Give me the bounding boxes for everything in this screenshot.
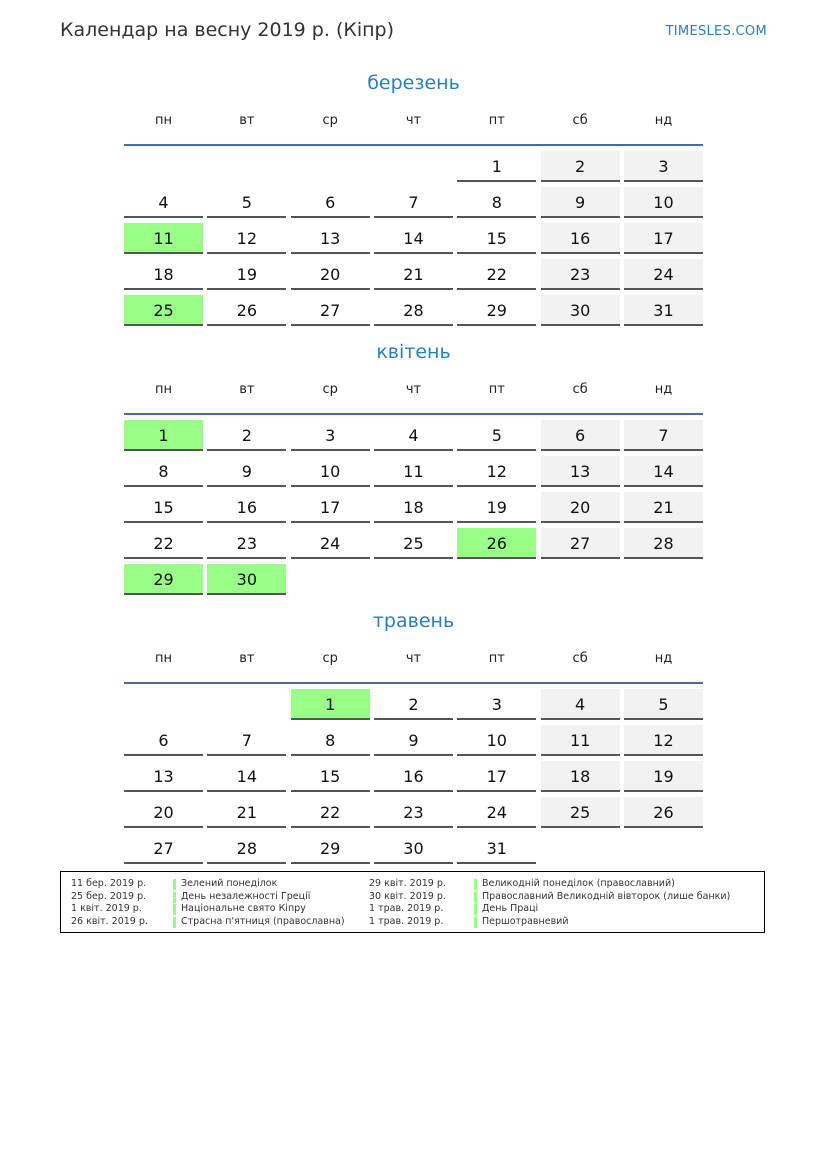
weekday-label: пн xyxy=(155,382,172,397)
weekday-label: сб xyxy=(572,113,588,128)
weekday-label: пн xyxy=(155,113,172,128)
weekend-day-cell: 23 xyxy=(541,259,620,290)
weekday-label: вт xyxy=(239,113,255,128)
weekend-day-cell: 6 xyxy=(541,420,620,451)
month-calendar xyxy=(124,337,703,595)
day-cell: 22 xyxy=(457,259,536,290)
weekend-day-cell: 20 xyxy=(541,492,620,523)
legend-color-swatch xyxy=(474,892,477,903)
day-cell: 27 xyxy=(124,833,203,864)
page-title: Календар на весну 2019 р. (Кіпр) xyxy=(60,19,395,41)
empty-cell xyxy=(291,151,370,180)
holiday-day-cell: 1 xyxy=(291,689,370,720)
weekend-day-cell: 2 xyxy=(541,151,620,182)
month-calendar xyxy=(124,68,703,326)
legend-item xyxy=(71,903,361,916)
day-cell: 5 xyxy=(207,187,286,218)
day-cell: 10 xyxy=(291,456,370,487)
legend-holiday-name: Національне свято Кіпру xyxy=(181,903,306,914)
weekend-day-cell: 25 xyxy=(541,797,620,828)
day-cell: 29 xyxy=(457,295,536,326)
weekday-label: нд xyxy=(654,651,673,666)
day-cell: 20 xyxy=(124,797,203,828)
day-cell: 8 xyxy=(457,187,536,218)
weekday-label: сб xyxy=(572,382,588,397)
weekend-day-cell: 24 xyxy=(624,259,703,290)
empty-cell xyxy=(207,151,286,180)
weekend-day-cell: 21 xyxy=(624,492,703,523)
day-cell: 28 xyxy=(207,833,286,864)
day-cell: 6 xyxy=(124,725,203,756)
weekend-day-cell: 17 xyxy=(624,223,703,254)
weekday-label: нд xyxy=(654,382,673,397)
legend-date: 30 квіт. 2019 р. xyxy=(369,890,446,902)
weekday-label: чт xyxy=(405,651,422,666)
legend-column-right xyxy=(369,878,759,928)
site-link[interactable]: TIMESLES.COM xyxy=(665,24,767,39)
weekend-day-cell: 30 xyxy=(541,295,620,326)
legend-date: 25 бер. 2019 р. xyxy=(71,890,147,902)
month-name: квітень xyxy=(376,341,451,363)
legend-item xyxy=(369,878,759,891)
weekend-day-cell: 7 xyxy=(624,420,703,451)
day-cell: 29 xyxy=(291,833,370,864)
empty-cell xyxy=(207,689,286,718)
day-cell: 5 xyxy=(457,420,536,451)
empty-cell xyxy=(124,151,203,180)
legend-item xyxy=(369,916,759,929)
day-cell: 7 xyxy=(207,725,286,756)
weekend-day-cell: 4 xyxy=(541,689,620,720)
day-cell: 22 xyxy=(291,797,370,828)
weekend-day-cell: 3 xyxy=(624,151,703,182)
empty-cell xyxy=(374,151,453,180)
legend-item xyxy=(71,878,361,891)
weekend-day-cell: 12 xyxy=(624,725,703,756)
day-cell: 12 xyxy=(207,223,286,254)
day-cell: 28 xyxy=(374,295,453,326)
legend-holiday-name: День Праці xyxy=(482,903,539,914)
legend-holiday-name: Першотравневий xyxy=(482,915,569,927)
day-cell: 26 xyxy=(207,295,286,326)
legend-date: 1 квіт. 2019 р. xyxy=(71,903,142,914)
weekday-label: пт xyxy=(488,113,505,128)
weekday-label: вт xyxy=(239,651,255,666)
legend-item xyxy=(71,891,361,904)
legend-color-swatch xyxy=(173,879,176,890)
legend-color-swatch xyxy=(173,904,176,915)
weekday-label: сб xyxy=(572,651,588,666)
day-cell: 9 xyxy=(207,456,286,487)
day-grid xyxy=(124,151,703,326)
weekend-day-cell: 26 xyxy=(624,797,703,828)
weekday-label: ср xyxy=(322,382,338,397)
holiday-legend xyxy=(60,871,765,933)
weekend-day-cell: 18 xyxy=(541,761,620,792)
day-cell: 15 xyxy=(291,761,370,792)
legend-date: 11 бер. 2019 р. xyxy=(71,878,147,889)
day-cell: 10 xyxy=(457,725,536,756)
legend-holiday-name: Великодній понеділок (православний) xyxy=(482,878,675,889)
weekend-day-cell: 14 xyxy=(624,456,703,487)
weekend-day-cell: 11 xyxy=(541,725,620,756)
weekend-day-cell: 13 xyxy=(541,456,620,487)
legend-color-swatch xyxy=(173,892,176,903)
day-cell: 21 xyxy=(374,259,453,290)
day-cell: 17 xyxy=(457,761,536,792)
legend-color-swatch xyxy=(474,917,477,928)
weekday-label: чт xyxy=(405,113,422,128)
day-cell: 27 xyxy=(291,295,370,326)
weekday-header xyxy=(124,104,703,146)
weekend-day-cell: 5 xyxy=(624,689,703,720)
legend-item xyxy=(369,903,759,916)
day-cell: 25 xyxy=(374,528,453,559)
weekday-label: пт xyxy=(488,382,505,397)
holiday-day-cell: 29 xyxy=(124,564,203,595)
legend-date: 1 трав. 2019 р. xyxy=(369,903,444,914)
legend-color-swatch xyxy=(474,904,477,915)
weekend-day-cell: 27 xyxy=(541,528,620,559)
holiday-day-cell: 11 xyxy=(124,223,203,254)
legend-date: 1 трав. 2019 р. xyxy=(369,915,444,927)
day-cell: 14 xyxy=(374,223,453,254)
day-cell: 16 xyxy=(207,492,286,523)
day-cell: 3 xyxy=(291,420,370,451)
day-cell: 24 xyxy=(457,797,536,828)
day-grid xyxy=(124,420,703,595)
day-cell: 9 xyxy=(374,725,453,756)
day-cell: 2 xyxy=(207,420,286,451)
day-cell: 14 xyxy=(207,761,286,792)
month-name: березень xyxy=(367,72,460,94)
holiday-day-cell: 1 xyxy=(124,420,203,451)
day-cell: 31 xyxy=(457,833,536,864)
day-cell: 8 xyxy=(291,725,370,756)
legend-item xyxy=(71,916,361,929)
day-cell: 20 xyxy=(291,259,370,290)
legend-item xyxy=(369,891,759,904)
legend-color-swatch xyxy=(474,879,477,890)
day-cell: 18 xyxy=(124,259,203,290)
legend-date: 26 квіт. 2019 р. xyxy=(71,915,148,927)
weekend-day-cell: 31 xyxy=(624,295,703,326)
day-cell: 13 xyxy=(124,761,203,792)
empty-cell xyxy=(124,689,203,718)
month-name: травень xyxy=(372,610,455,632)
legend-holiday-name: День незалежності Греції xyxy=(181,890,311,902)
legend-holiday-name: Страсна п'ятниця (православна) xyxy=(181,915,345,927)
legend-holiday-name: Зелений понеділок xyxy=(181,878,278,889)
day-cell: 4 xyxy=(374,420,453,451)
day-cell: 1 xyxy=(457,151,536,182)
day-cell: 7 xyxy=(374,187,453,218)
weekday-label: ср xyxy=(322,651,338,666)
day-cell: 8 xyxy=(124,456,203,487)
weekday-label: ср xyxy=(322,113,338,128)
day-cell: 19 xyxy=(457,492,536,523)
day-cell: 15 xyxy=(457,223,536,254)
month-calendar xyxy=(124,606,703,864)
day-cell: 30 xyxy=(374,833,453,864)
day-cell: 15 xyxy=(124,492,203,523)
weekend-day-cell: 9 xyxy=(541,187,620,218)
weekday-header xyxy=(124,642,703,684)
weekend-day-cell: 16 xyxy=(541,223,620,254)
day-cell: 23 xyxy=(207,528,286,559)
day-cell: 2 xyxy=(374,689,453,720)
legend-column-left xyxy=(71,878,361,928)
day-cell: 12 xyxy=(457,456,536,487)
day-cell: 23 xyxy=(374,797,453,828)
day-grid xyxy=(124,689,703,864)
day-cell: 4 xyxy=(124,187,203,218)
weekend-day-cell: 28 xyxy=(624,528,703,559)
holiday-day-cell: 30 xyxy=(207,564,286,595)
day-cell: 19 xyxy=(207,259,286,290)
day-cell: 24 xyxy=(291,528,370,559)
day-cell: 11 xyxy=(374,456,453,487)
day-cell: 18 xyxy=(374,492,453,523)
legend-date: 29 квіт. 2019 р. xyxy=(369,878,446,889)
day-cell: 22 xyxy=(124,528,203,559)
weekday-label: чт xyxy=(405,382,422,397)
holiday-day-cell: 25 xyxy=(124,295,203,326)
weekday-label: нд xyxy=(654,113,673,128)
day-cell: 13 xyxy=(291,223,370,254)
weekday-header xyxy=(124,373,703,415)
legend-holiday-name: Православний Великодній вівторок (лише банки) xyxy=(482,890,731,902)
weekend-day-cell: 10 xyxy=(624,187,703,218)
weekday-label: пт xyxy=(488,651,505,666)
legend-color-swatch xyxy=(173,917,176,928)
day-cell: 3 xyxy=(457,689,536,720)
weekday-label: пн xyxy=(155,651,172,666)
day-cell: 16 xyxy=(374,761,453,792)
day-cell: 6 xyxy=(291,187,370,218)
day-cell: 17 xyxy=(291,492,370,523)
weekday-label: вт xyxy=(239,382,255,397)
day-cell: 21 xyxy=(207,797,286,828)
weekend-day-cell: 19 xyxy=(624,761,703,792)
holiday-day-cell: 26 xyxy=(457,528,536,559)
